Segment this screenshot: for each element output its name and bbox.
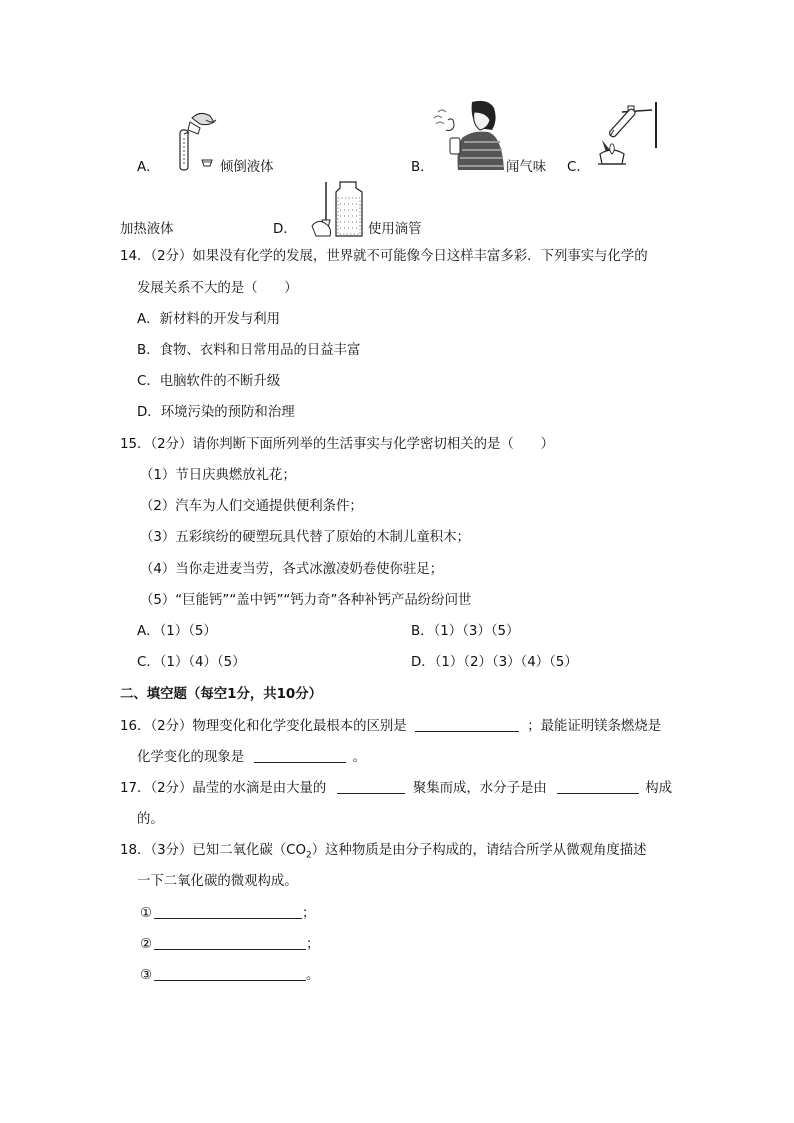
- q15-item-4: （4）当你走进麦当劳，各式冰激凌奶卷使你驻足；: [140, 562, 444, 577]
- q15-stem: 15．（2分）请你判断下面所列举的生活事实与化学密切相关的是（ ）: [120, 437, 554, 452]
- q14-option-b: B．食物、衣料和日常用品的日益丰富: [137, 343, 361, 358]
- q16-line1-suffix: ；最能证明镁条燃烧是: [527, 719, 662, 734]
- q15-item-3: （3）五彩缤纷的硬塑玩具代替了原始的木制儿童积木；: [140, 530, 470, 545]
- circled-marker-3: ③: [140, 968, 153, 983]
- stopper-figure: [201, 158, 213, 168]
- q18-line1-prefix: 18．（3分）已知二氧化碳（CO: [120, 843, 307, 858]
- q13-option-a-letter: A．: [137, 160, 160, 175]
- heating-liquid-figure: [592, 100, 664, 170]
- q13-option-d-letter: D．: [273, 222, 297, 237]
- q16-line1: [120, 717, 661, 736]
- q13-option-b-text: 闻气味: [506, 160, 547, 175]
- q17-line2: 的。: [137, 812, 164, 827]
- q15-item-1: （1）节日庆典燃放礼花；: [140, 468, 296, 483]
- q17-line1-prefix: 17．（2分）晶莹的水滴是由大量的: [120, 781, 327, 796]
- q18-line2: 一下二氧化碳的微观构成。: [137, 874, 298, 889]
- q16-answer-blank-1[interactable]: [415, 717, 519, 732]
- q15-item-2: （2）汽车为人们交通提供便利条件；: [140, 499, 363, 514]
- q18-answer-blank-3[interactable]: [154, 966, 306, 981]
- q14-option-a: A．新材料的开发与利用: [137, 312, 281, 327]
- q16-answer-blank-2[interactable]: [254, 748, 346, 763]
- q18-blank-end-1: ；: [302, 906, 316, 921]
- q18-answer-blank-2[interactable]: [154, 935, 306, 950]
- q18-blank-row-2: [140, 935, 319, 954]
- q15-option-b: B．（1）（3）（5）: [411, 624, 520, 639]
- q18-formula-subscript: 2: [306, 850, 312, 861]
- q15-option-d: D．（1）（2）（3）（4）（5）: [411, 655, 578, 670]
- q14-option-d: D．环境污染的预防和治理: [137, 405, 295, 420]
- q18-blank-end-3: 。: [306, 968, 320, 983]
- section-heading: 二、填空题（每空1分，共10分）: [120, 687, 323, 702]
- q13-option-c-letter: C．: [567, 160, 590, 175]
- q16-line2-suffix: 。: [352, 750, 367, 765]
- q13-option-a-text: 倾倒液体: [220, 160, 274, 175]
- q14-stem-line2: 发展关系不大的是（ ）: [137, 281, 298, 296]
- circled-marker-2: ②: [140, 937, 153, 952]
- q13-option-c-text: 加热液体: [120, 222, 174, 237]
- q18-line1: [120, 842, 647, 865]
- q15-option-c: C．（1）（4）（5）: [137, 655, 246, 670]
- q17-answer-blank-2[interactable]: [557, 779, 639, 794]
- q15-option-a: A．（1）（5）: [137, 624, 217, 639]
- q16-line1-prefix: 16．（2分）物理变化和化学变化最根本的区别是: [120, 719, 407, 734]
- q18-line1-suffix: ）这种物质是由分子构成的，请结合所学从微观角度描述: [311, 843, 647, 858]
- dropper-figure: [310, 180, 370, 240]
- q17-line1-suffix: 构成: [645, 781, 673, 796]
- circled-marker-1: ①: [140, 906, 153, 921]
- q14-option-c: C．电脑软件的不断升级: [137, 374, 281, 389]
- q18-blank-row-3: [140, 966, 319, 985]
- q16-line2: [137, 748, 366, 767]
- q18-answer-blank-1[interactable]: [154, 904, 302, 919]
- q13-option-d-text: 使用滴管: [368, 222, 422, 237]
- q17-line1: [120, 779, 672, 798]
- q13-option-b-letter: B．: [411, 160, 434, 175]
- q16-line2-prefix: 化学变化的现象是: [137, 750, 245, 765]
- q17-answer-blank-1[interactable]: [337, 779, 405, 794]
- q18-blank-row-1: [140, 904, 315, 923]
- q17-line1-middle: 聚集而成，水分子是由: [412, 781, 547, 796]
- q18-blank-end-2: ；: [306, 937, 320, 952]
- smelling-gas-figure: [432, 98, 506, 172]
- q14-stem-line1: 14．（2分）如果没有化学的发展，世界就不可能像今日这样丰富多彩．下列事实与化学的: [120, 249, 648, 264]
- q15-item-5: （5）“巨能钙”“盖中钙”“钙力奇”各种补钙产品纷纷问世: [140, 593, 472, 608]
